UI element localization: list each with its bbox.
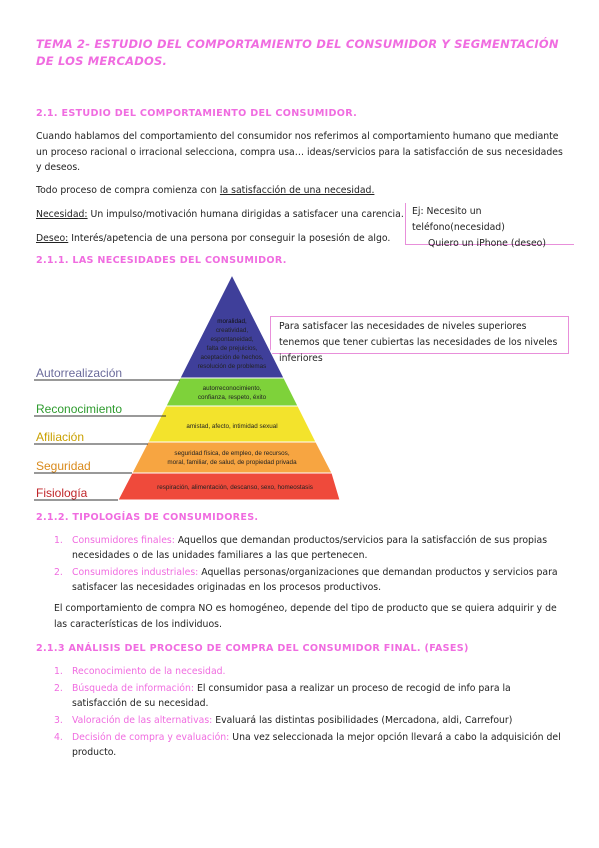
pyr-l4-line-2: moral, familiar, de salud, de propiedad privada (167, 459, 297, 466)
pyr-l2-line-2: confianza, respeto, éxito (197, 394, 267, 401)
pyr-l1-line-1: moralidad, (217, 318, 247, 325)
list-item-label: Búsqueda de información: (72, 683, 195, 694)
list-item (36, 565, 566, 595)
deseo-definition: Interés/apetencia de una persona por conseguir la posesión de algo. (68, 233, 391, 244)
pyr-l1-line-6: resolución de problemas (197, 363, 267, 370)
section-heading-2-1-2: 2.1.2. TIPOLOGÍAS DE CONSUMIDORES. (36, 512, 259, 523)
paragraph-heterogeneous: El comportamiento de compra NO es homogéneo, depende del tipo de producto que se quiera adquirir y de las características de los individuos. (54, 603, 557, 630)
level-name-autorrealizacion: Autorrealización (36, 366, 123, 380)
pyramid-level-seguridad (132, 442, 332, 473)
list-item-label: Consumidores industriales: (72, 567, 199, 578)
definition-deseo (36, 231, 416, 247)
example-line-1: Ej: Necesito un teléfono(necesidad) (412, 206, 505, 233)
deseo-term: Deseo: (36, 233, 69, 244)
pyr-l5-line-1: respiración, alimentación, descanso, sexo, homeostasis (157, 484, 313, 491)
list-item (36, 713, 566, 728)
list-item-number: 2. (54, 683, 63, 694)
pyr-l3-line-1: amistad, afecto, intimidad sexual (186, 423, 278, 430)
list-item-text: El consumidor pasa a realizar un proceso de recogid de info para la satisfacción de su necesidad. (72, 683, 511, 709)
definition-necesidad (36, 207, 416, 223)
maslow-pyramid (30, 270, 340, 505)
purchase-phases-list (36, 664, 566, 762)
note-box: Para satisfacer las necesidades de niveles superiores tenemos que tener cubiertas las necesidades de los niveles inferiores (270, 316, 569, 354)
list-item-number: 1. (54, 666, 63, 677)
section-heading-2-1-3: 2.1.3 ANÁLISIS DEL PROCESO DE COMPRA DEL CONSUMIDOR FINAL. (FASES) (36, 643, 469, 654)
consumer-types-list (36, 533, 566, 597)
level-name-afiliacion: Afiliación (36, 430, 85, 444)
list-item (36, 681, 566, 711)
level-name-reconocimiento: Reconocimiento (36, 402, 123, 416)
purchase-start-text: Todo proceso de compra comienza con (36, 185, 220, 196)
list-item-text: Una vez seleccionada la mejor opción llevará a cabo la adquisición del producto. (72, 732, 561, 758)
list-item (36, 533, 566, 563)
list-item (36, 664, 566, 679)
pyr-l4-line-1: seguridad física, de empleo, de recursos, (174, 450, 290, 457)
pyr-l1-line-5: aceptación de hechos, (200, 354, 264, 361)
list-item-number: 4. (54, 732, 63, 743)
paragraph-purchase-start (36, 183, 566, 199)
pyr-l2-line-1: autorreconocimiento, (202, 385, 262, 392)
list-item-text: Aquellos que demandan productos/servicios para la satisfacción de sus propias necesidades o de las unidades familiares a las que pertenecen. (72, 535, 548, 561)
list-item-label: Valoración de las alternativas: (72, 715, 213, 726)
list-item (36, 730, 566, 760)
necesidad-term: Necesidad: (36, 209, 88, 220)
list-item-number: 2. (54, 567, 63, 578)
section-heading-2-1-1: 2.1.1. LAS NECESIDADES DEL CONSUMIDOR. (36, 255, 287, 266)
pyr-l1-line-4: falta de prejuicios, (206, 345, 258, 352)
purchase-start-underlined: la satisfacción de una necesidad. (219, 185, 375, 196)
document-title: TEMA 2- ESTUDIO DEL COMPORTAMIENTO DEL CONSUMIDOR Y SEGMENTACIÓN DE LOS MERCADOS. (36, 37, 559, 68)
list-item-label: Consumidores finales: (72, 535, 175, 546)
necesidad-definition: Un impulso/motivación humana dirigidas a satisfacer una carencia. (87, 209, 404, 220)
list-item-text: Aquellas personas/organizaciones que demandan productos y servicios para satisfacer las necesidades originadas en los procesos productivos. (72, 567, 558, 593)
example-box (405, 203, 574, 249)
example-line-2: Quiero un iPhone (deseo) (428, 238, 546, 249)
list-item-number: 3. (54, 715, 63, 726)
section-heading-2-1: 2.1. ESTUDIO DEL COMPORTAMIENTO DEL CONSUMIDOR. (36, 108, 358, 119)
level-name-seguridad: Seguridad (36, 459, 91, 473)
pyramid-level-reconocimiento (166, 378, 298, 406)
pyr-l1-line-2: creatividad, (215, 327, 249, 334)
list-item-label: Reconocimiento de la necesidad. (72, 666, 226, 677)
list-item-text: Evaluará las distintas posibilidades (Mercadona, aldi, Carrefour) (212, 715, 513, 726)
list-item-label: Decisión de compra y evaluación: (72, 732, 230, 743)
level-name-fisiologia: Fisiología (36, 486, 88, 500)
pyr-l1-line-3: espontaneidad, (210, 336, 254, 343)
paragraph-consumer-behavior: Cuando hablamos del comportamiento del consumidor nos referimos al comportamiento humano que mediante un proceso racional o irracional selecciona, compra usa… ideas/servicios para la satisfacción de sus necesidades y deseos. (36, 131, 563, 173)
list-item-number: 1. (54, 535, 63, 546)
